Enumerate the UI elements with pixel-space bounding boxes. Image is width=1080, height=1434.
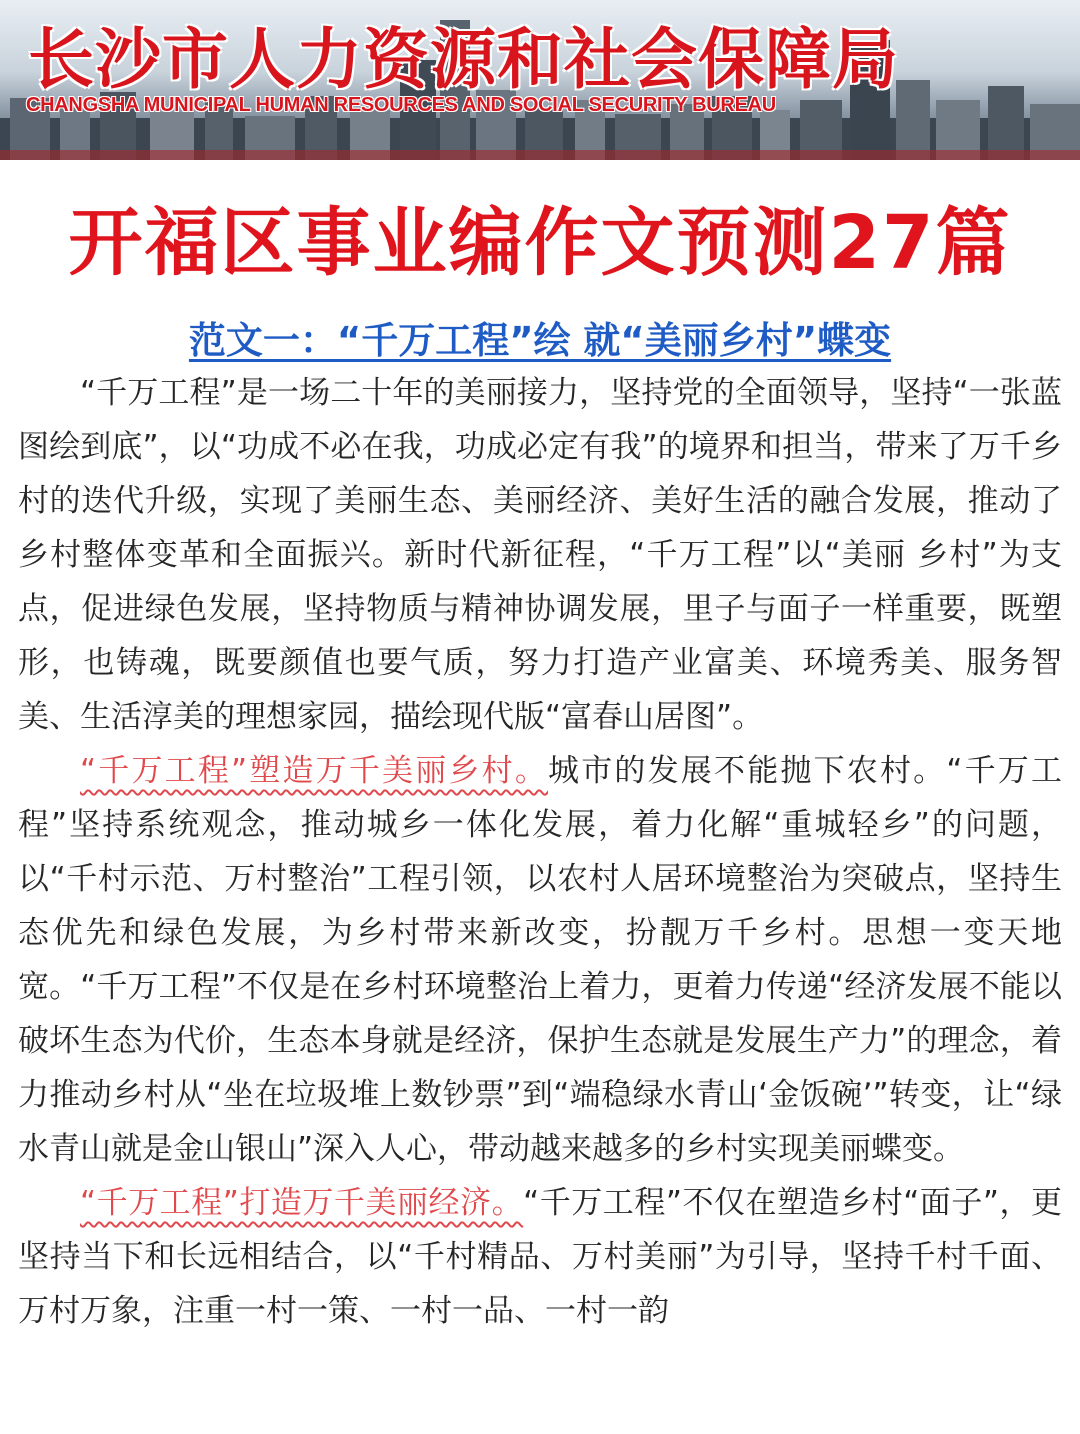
paragraph-2-highlight: “千万工程”塑造万千美丽乡村。 <box>80 753 549 789</box>
paragraph-3-text: “千万工程”不仅在塑造乡村“面子”，更坚持当下和长远相结合，以“千村精品、万村美丽”为引导，坚持千村千面、万村万象，注重一村一策、一村一品、一村一韵 <box>18 1185 1062 1329</box>
banner-title-en: CHANGSHA MUNICIPAL HUMAN RESOURCES AND SOCIAL SECURITY BUREAU <box>26 94 776 116</box>
essay-paragraph-1: “千万工程”是一场二十年的美丽接力，坚持党的全面领导，坚持“一张蓝图绘到底”，以“功成不必在我，功成必定有我”的境界和担当，带来了万千乡村的迭代升级，实现了美丽生态、美丽经济、美好生活的融合发展，推动了乡村整体变革和全面振兴。新时代新征程，“千万工程”以“美丽 乡村”为支点，促进绿色发展，坚持物质与精神协调发展，里子与面子一样重要，既塑形，也铸魂，既要颜值也要气质，努力打造产业富美、环境秀美、服务智美、生活淳美的理想家园，描绘现代版“富春山居图”。 <box>18 375 1062 735</box>
banner-title-cn: 长沙市人力资源和社会保障局 <box>28 21 899 98</box>
essay-paragraph-2 <box>18 744 1062 1176</box>
page-title: 开福区事业编作文预测27篇 <box>68 200 1012 286</box>
paragraph-2-text: 城市的发展不能抛下农村。“千万工程”坚持系统观念，推动城乡一体化发展，着力化解“重城轻乡”的问题，以“千村示范、万村整治”工程引领，以农村人居环境整治为突破点，坚持生态优先和绿色发展，为乡村带来新改变，扮靓万千乡村。思想一变天地宽。“千万工程”不仅是在乡村环境整治上着力，更着力传递“经济发展不能以破坏生态为代价，生态本身就是经济，保护生态就是发展生产力”的理念，着力推动乡村从“坐在垃圾堆上数钞票”到“端稳绿水青山‘金饭碗’”转变，让“绿水青山就是金山银山”深入人心，带动越来越多的乡村实现美丽蝶变。 <box>18 753 1062 1167</box>
essay-heading: 范文一：“千万工程”绘 就“美丽乡村”蝶变 <box>188 319 892 362</box>
essay-paragraph-3 <box>18 1176 1062 1338</box>
header-banner <box>0 0 1080 160</box>
essay-body <box>0 366 1080 1338</box>
paragraph-3-highlight: “千万工程”打造万千美丽经济。 <box>80 1185 524 1221</box>
